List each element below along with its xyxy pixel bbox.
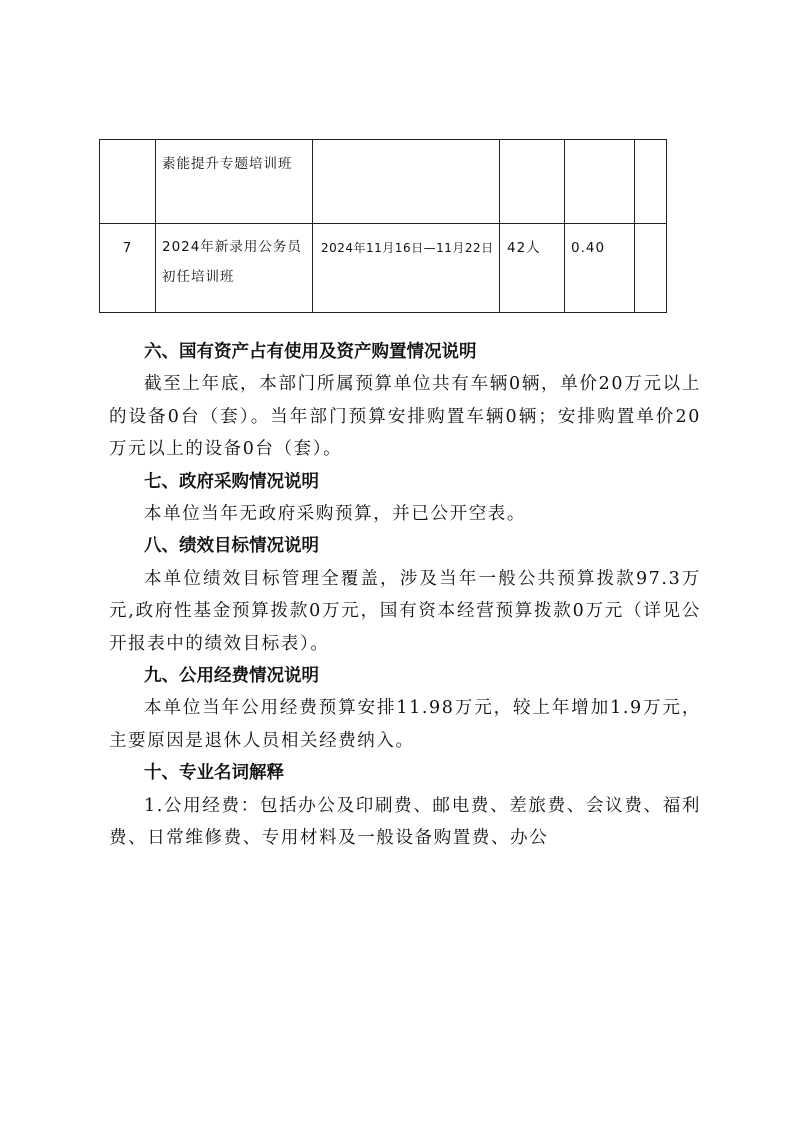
section-heading-procurement: 七、政府采购情况说明 bbox=[144, 471, 319, 492]
section-heading-glossary: 十、专业名词解释 bbox=[144, 763, 284, 784]
amount-cell: 0.40 bbox=[565, 224, 635, 313]
section-text-glossary: 1.公用经费：包括办公及印刷费、邮电费、差旅费、会议费、福利费、日常维修费、专用材料及一般设备购置费、办公 bbox=[109, 795, 701, 849]
training-name-cell: 2024年新录用公务员初任培训班 bbox=[156, 224, 313, 313]
section-text-assets: 截至上年底，本部门所属预算单位共有车辆0辆，单价20万元以上的设备0台（套）。当年部门预算安排购置车辆0辆；安排购置单价20万元以上的设备0台（套）。 bbox=[109, 374, 701, 460]
table-row bbox=[100, 140, 667, 224]
training-dates-cell bbox=[313, 140, 500, 224]
training-table bbox=[99, 139, 667, 313]
note-cell bbox=[635, 140, 667, 224]
section-text-public-funds: 本单位当年公用经费预算安排11.98万元，较上年增加1.9万元，主要原因是退休人员相关经费纳入。 bbox=[109, 698, 701, 751]
section-heading-assets: 六、国有资产占有使用及资产购置情况说明 bbox=[144, 342, 477, 362]
row-number-cell: 7 bbox=[100, 224, 156, 313]
participants-cell bbox=[500, 140, 565, 224]
amount-cell bbox=[565, 140, 635, 224]
document-body bbox=[109, 336, 701, 855]
section-heading-public-funds: 九、公用经费情况说明 bbox=[144, 666, 319, 687]
section-text-procurement: 本单位当年无政府采购预算，并已公开空表。 bbox=[144, 504, 526, 525]
training-name-cell: 素能提升专题培训班 bbox=[156, 140, 313, 224]
section-heading-performance: 八、绩效目标情况说明 bbox=[144, 536, 319, 557]
table-row bbox=[100, 224, 667, 313]
training-dates-cell: 2024年11月16日—11月22日 bbox=[313, 224, 500, 313]
row-number-cell bbox=[100, 140, 156, 224]
section-text-performance: 本单位绩效目标管理全覆盖，涉及当年一般公共预算拨款97.3万元,政府性基金预算拨款0万元，国有资本经营预算拨款0万元（详见公开报表中的绩效目标表）。 bbox=[109, 568, 701, 654]
participants-cell: 42人 bbox=[500, 224, 565, 313]
note-cell bbox=[635, 224, 667, 313]
